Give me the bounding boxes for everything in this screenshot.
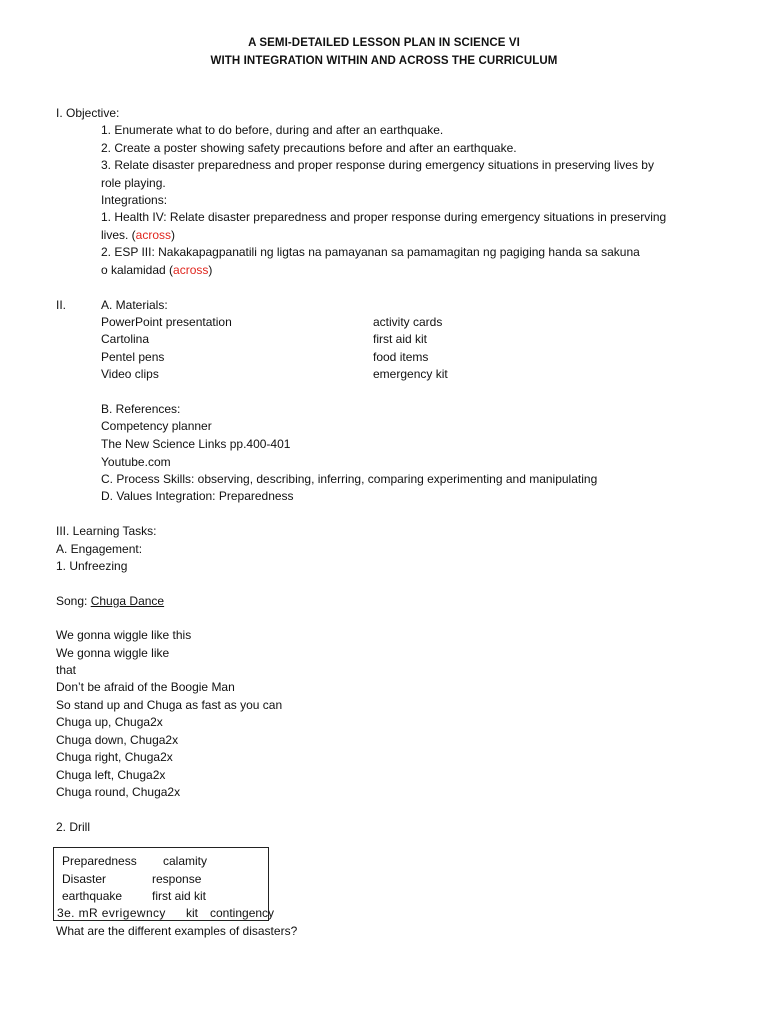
lyric-line: We gonna wiggle like xyxy=(56,646,170,660)
drill-word: earthquake xyxy=(62,889,123,903)
objective-item-2: 2. Create a poster showing safety precautions before and after an earthquake. xyxy=(101,141,517,155)
references-heading: B. References: xyxy=(101,402,181,416)
document-title-line2: WITH INTEGRATION WITHIN AND ACROSS THE CURRICULUM xyxy=(210,55,558,67)
material-right-item: activity cards xyxy=(373,315,443,329)
lyric-line: Don’t be afraid of the Boogie Man xyxy=(56,680,235,694)
lyric-line: Chuga up, Chuga2x xyxy=(56,715,163,729)
values-integration: D. Values Integration: Preparedness xyxy=(101,489,294,503)
integration-1-tag: across xyxy=(135,228,172,242)
drill-word: response xyxy=(152,872,202,886)
material-left-item: Pentel pens xyxy=(101,350,165,364)
integration-2-line2 xyxy=(101,262,212,279)
integration-1-line2 xyxy=(101,227,175,244)
drill-word: kit xyxy=(186,906,198,920)
song-title: Chuga Dance xyxy=(90,594,165,608)
materials-heading: A. Materials: xyxy=(101,298,168,312)
lyric-line: Chuga right, Chuga2x xyxy=(56,750,173,764)
unfreezing-heading: 1. Unfreezing xyxy=(56,559,128,573)
drill-heading: 2. Drill xyxy=(56,820,91,834)
integration-2-text: o kalamidad ( xyxy=(101,263,174,277)
disaster-question: What are the different examples of disasters? xyxy=(56,924,298,938)
learning-tasks-heading: III. Learning Tasks: xyxy=(56,524,157,538)
section-2-numeral: II. xyxy=(56,298,67,312)
material-left-item: Video clips xyxy=(101,367,159,381)
integration-2-close: ) xyxy=(208,263,213,277)
objective-item-3-line2: role playing. xyxy=(101,176,166,190)
reference-item: The New Science Links pp.400-401 xyxy=(101,437,291,451)
song-label: Song: xyxy=(56,594,91,608)
integration-2-tag: across xyxy=(173,263,209,277)
objective-item-1: 1. Enumerate what to do before, during and after an earthquake. xyxy=(101,123,444,137)
integrations-heading: Integrations: xyxy=(101,193,168,207)
document-title-line1: A SEMI-DETAILED LESSON PLAN IN SCIENCE VI xyxy=(248,37,520,49)
drill-word: calamity xyxy=(163,854,208,868)
lyric-line: that xyxy=(56,663,77,677)
song-line xyxy=(56,593,164,610)
lyric-line: Chuga round, Chuga2x xyxy=(56,785,181,799)
drill-word-box xyxy=(53,847,275,921)
drill-word: contingency xyxy=(210,906,275,920)
integration-1-close: ) xyxy=(171,228,176,242)
material-left-item: PowerPoint presentation xyxy=(101,315,232,329)
drill-word: Preparedness xyxy=(62,854,137,868)
lyric-line: Chuga left, Chuga2x xyxy=(56,768,166,782)
integration-1-line1: 1. Health IV: Relate disaster preparedness and proper response during emergency situations in preserving xyxy=(101,210,667,224)
material-right-item: emergency kit xyxy=(373,367,448,381)
lyric-line: Chuga down, Chuga2x xyxy=(56,733,179,747)
objective-item-3-line1: 3. Relate disaster preparedness and proper response during emergency situations in preserving lives by xyxy=(101,158,654,172)
drill-word: first aid kit xyxy=(152,889,207,903)
drill-word: Disaster xyxy=(62,872,107,886)
lyric-line: So stand up and Chuga as fast as you can xyxy=(56,698,283,712)
material-left-item: Cartolina xyxy=(101,332,150,346)
objective-heading: I. Objective: xyxy=(56,106,120,120)
reference-item: Competency planner xyxy=(101,419,212,433)
material-right-item: food items xyxy=(373,350,429,364)
process-skills: C. Process Skills: observing, describing, inferring, comparing experimenting and manipulating xyxy=(101,472,598,486)
drill-word: 3e. mR evrigewncy xyxy=(57,906,166,920)
material-right-item: first aid kit xyxy=(373,332,428,346)
engagement-heading: A. Engagement: xyxy=(56,542,143,556)
integration-2-line1: 2. ESP III: Nakakapagpanatili ng ligtas na pamayanan sa pamamagitan ng pagiging handa sa sakuna xyxy=(101,245,640,259)
integration-1-text: lives. ( xyxy=(101,228,136,242)
reference-item: Youtube.com xyxy=(101,455,171,469)
lyric-line: We gonna wiggle like this xyxy=(56,628,192,642)
